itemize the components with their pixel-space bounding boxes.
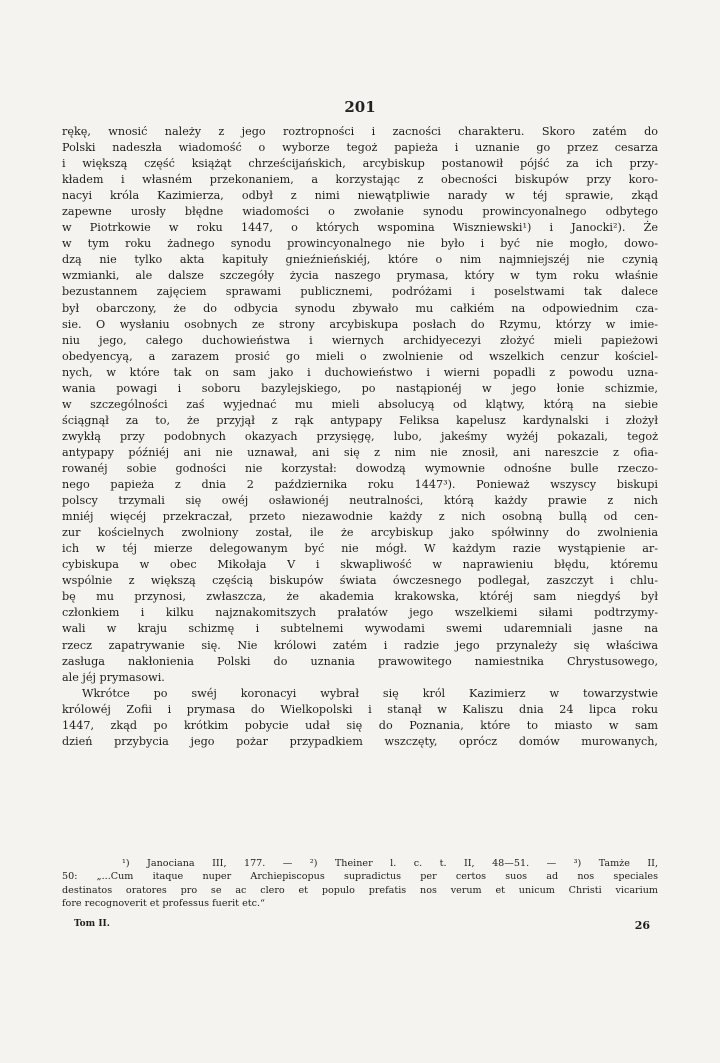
text-line: Wkrótce po swéj koronacyi wybrał się król Kazimierz w towarzystwie [82, 686, 658, 700]
text-line: obedyencyą, a zarazem prosić go mieli o zwolnienie od wszelkich cenzur kościel- [62, 349, 658, 363]
text-line: bezustannem zajęciem sprawami publicznemi, podróżami i poselstwami tak dalece [62, 285, 658, 299]
text-line: nacyi króla Kazimierza, odbył z nimi niewątpliwie narady w téj sprawie, zkąd [62, 189, 658, 203]
text-line: sie. O wysłaniu osobnych ze strony arcybiskupa posłach do Rzymu, którzy w imie- [62, 317, 658, 331]
footnote-line: fore recognoverit et professus fuerit etc.“ [62, 898, 265, 910]
text-line: był obarczony, że do odbycia synodu zbywało mu całkiém na odpowiednim cza- [62, 301, 658, 315]
text-line: zur kościelnych zwolniony został, ile że arcybiskup jako spółwinny do zwolnienia [62, 526, 658, 540]
sheet-footer [62, 919, 658, 932]
text-line: dzień przybycia jego pożar przypadkiem wszczęty, oprócz domów murowanych, [62, 734, 658, 748]
text-line: kładem i własném przekonaniem, a korzystając z obecności biskupów przy koro- [62, 173, 658, 187]
text-line: wzmianki, ale dalsze szczegóły życia naszego prymasa, który w tym roku właśnie [62, 269, 658, 283]
text-line: w szczególności zaś wyjednać mu mieli absolucyą od klątwy, którą na siebie [62, 397, 658, 411]
text-line: nych, w które tak on sam jako i duchowieństwo i wierni popadli z powodu uzna- [62, 365, 658, 379]
text-line: nego papieża z dnia 2 października roku 1447³). Ponieważ wszyscy biskupi [62, 478, 658, 492]
text-line: rękę, wnosić należy z jego roztropności i zacności charakteru. Skoro zatém do [62, 125, 658, 138]
text-line: rzecz zapatrywanie się. Nie królowi zatém i radzie jego przynależy się właściwa [62, 638, 658, 652]
text-line: królowéj Zofii i prymasa do Wielkopolski i stanął w Kaliszu dnia 24 lipca roku [62, 702, 658, 716]
text-line: dzą nie tylko akta kapituły gnieźnieńskiéj, które o nim najmniejszéj nie czynią [62, 253, 658, 267]
text-line: w tym roku żadnego synodu prowincyonalnego nie było i być nie mogło, dowo- [62, 237, 658, 251]
footnote-line: ¹) Janociana III, 177. — ²) Theiner l. c. t. II, 48—51. — ³) Tamże II, [122, 858, 658, 869]
text-line: ale jéj prymasowi. [62, 670, 165, 684]
paragraph-2 [62, 686, 658, 750]
paragraph-1 [62, 124, 658, 686]
text-line: mniéj więcéj przekraczał, przeto niezawodnie każdy z nich osobną bullą od cen- [62, 510, 658, 524]
text-line: ich w téj mierze delegowanym być nie mógł. W każdym razie wystąpienie ar- [62, 542, 658, 556]
text-line: w Piotrkowie w roku 1447, o których wspomina Wiszniewski¹) i Janocki²). Że [62, 221, 658, 235]
text-line: Polski nadeszła wiadomość o wyborze tegoż papieża i uznanie go przez cesarza [62, 141, 658, 155]
text-line: zapewne urosły błędne wiadomości o zwołanie synodu prowincyonalnego odbytego [62, 205, 658, 219]
text-line: 1447, zkąd po krótkim pobycie udał się do Poznania, które to miasto w sam [62, 718, 658, 732]
text-line: zasługa nakłonienia Polski do uznania prawowitego namiestnika Chrystusowego, [62, 654, 658, 668]
text-line: wspólnie z większą częścią biskupów świata ówczesnego podlegał, zaszczyt i chlu- [62, 574, 658, 588]
body-text [62, 124, 658, 750]
signature-mark: Tom II. [74, 919, 110, 929]
text-line: wali w kraju schizmę i subtelnemi wywodami swemi udaremniali jasne na [62, 622, 658, 636]
text-line: antypapy późniéj ani nie uznawał, ani się z nim nie znosił, ani nareszcie z ofia- [62, 445, 658, 459]
text-line: i większą część książąt chrześcijańskich, arcybiskup postanowił pójść za ich przy- [62, 157, 658, 171]
text-line: cybiskupa w obec Mikołaja V i skwapliwość w naprawieniu błędu, któremu [62, 558, 658, 572]
text-line: niu jego, całego duchowieństwa i wiernych archidyecezyi złożyć mieli papieżowi [62, 333, 658, 347]
page-number: 201 [344, 98, 376, 116]
text-line: zwykłą przy podobnych okazyach przysięgę, lubo, jakeśmy wyżéj pokazali, tegoż [62, 429, 658, 443]
text-line: wania powagi i soboru bazylejskiego, po nastąpionéj w jego łonie schizmie, [62, 381, 658, 395]
footnotes [62, 857, 658, 911]
text-line: bę mu przynosi, zwłaszcza, że akademia krakowska, któréj sam niegdyś był [62, 590, 658, 604]
footnote-line: 50: „...Cum itaque nuper Archiepiscopus supradictus per certos suos ad nos speciales [62, 871, 658, 883]
text-line: polscy trzymali się owéj osławionéj neutralności, którą każdy prawie z nich [62, 494, 658, 508]
text-line: rowanéj sobie godności nie korzystał: dowodzą wymownie odnośne bulle rzeczo- [62, 461, 658, 475]
text-line: ściągnął za to, że przyjął z rąk antypapy Feliksa kapelusz kardynalski i złożył [62, 413, 658, 427]
footnote-line: destinatos oratores pro se ac clero et populo prefatis nos verum et unicum Christi vicarium [62, 884, 658, 896]
text-line: członkiem i kilku najznakomitszych prałatów jego wszelkiemi siłami podtrzymy- [62, 606, 658, 620]
sheet-number: 26 [634, 919, 650, 932]
